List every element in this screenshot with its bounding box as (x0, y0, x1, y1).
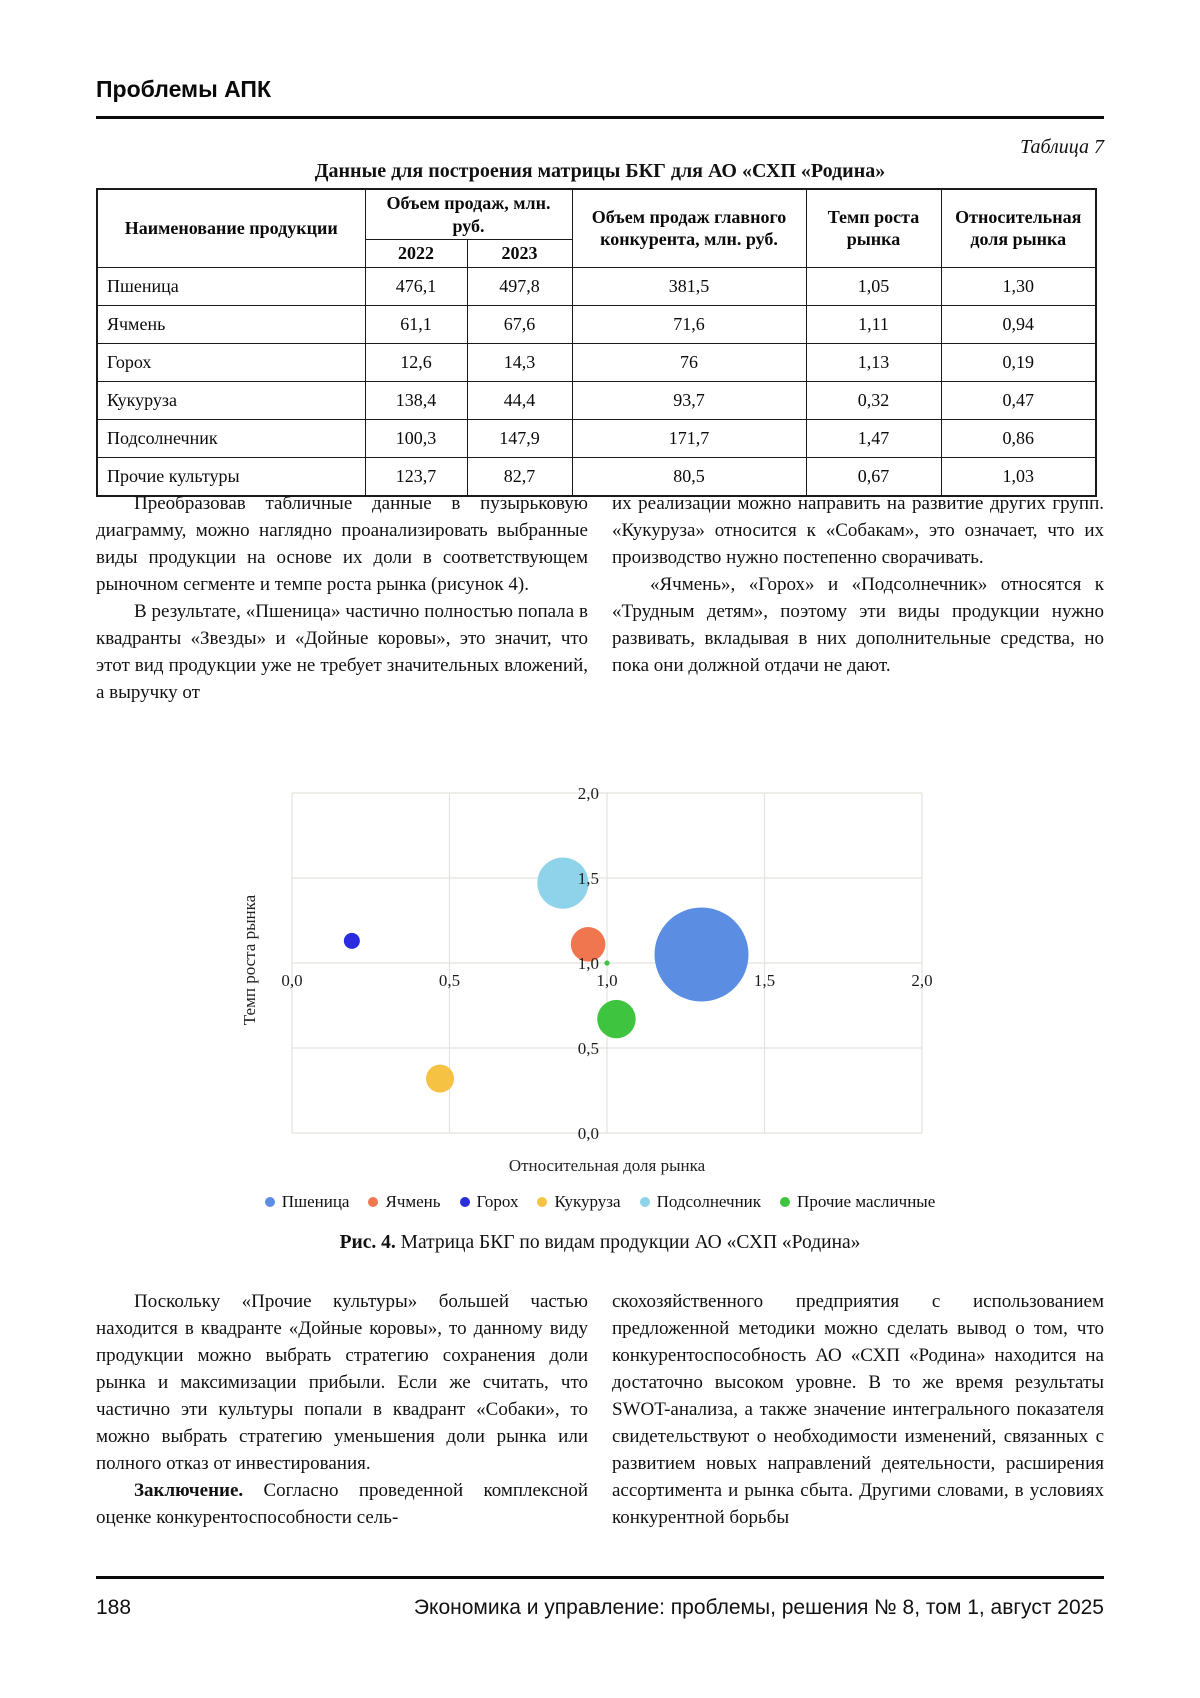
text-column-right-lower (612, 1288, 1104, 1531)
cell-2022: 12,6 (365, 343, 467, 381)
legend-dot-icon (537, 1197, 547, 1207)
paragraph: В результате, «Пшеница» частично полностью попала в квадранты «Звезды» и «Дойные коровы», это значит, что этот вид продукции уже не требует значительных вложений, а выручку от (96, 601, 588, 703)
cell-2022: 100,3 (365, 419, 467, 457)
x-tick-label: 0,0 (281, 971, 303, 990)
col-header-2023: 2023 (467, 240, 572, 268)
legend-item (640, 1192, 761, 1212)
bcg-data-table (96, 188, 1097, 497)
y-tick-label: 0,0 (577, 1124, 599, 1143)
cell-2023: 497,8 (467, 267, 572, 305)
cell-2023: 147,9 (467, 419, 572, 457)
bcg-matrix-chart (0, 720, 1200, 1190)
cell-2022: 61,1 (365, 305, 467, 343)
cell-name: Горох (97, 343, 365, 381)
conclusion-lead: Заключение. (134, 1480, 244, 1501)
cell-growth: 1,11 (806, 305, 941, 343)
cell-growth: 1,13 (806, 343, 941, 381)
x-tick-label: 1,5 (753, 971, 776, 990)
col-header-competitor: Объем продаж главного конкурента, млн. руб. (572, 189, 806, 267)
table-row (97, 381, 1096, 419)
figure-caption (96, 1232, 1104, 1254)
cell-competitor: 171,7 (572, 419, 806, 457)
journal-line: Экономика и управление: проблемы, решения № 8, том 1, август 2025 (413, 1596, 1104, 1619)
cell-2023: 44,4 (467, 381, 572, 419)
cell-name: Прочие культуры (97, 457, 365, 496)
conclusion-rest: Согласно проведенной комплексной оценке конкурентоспособности сель- (96, 1480, 588, 1528)
bubble-Прочие масличные (597, 1000, 635, 1038)
cell-share: 0,47 (941, 381, 1096, 419)
legend-label: Подсолнечник (656, 1192, 762, 1211)
text-column-left-upper (96, 490, 588, 706)
paragraph: Поскольку «Прочие культуры» большей частью находится в квадранте «Дойные коровы», то данному виду продукции можно выбрать стратегию сохранения доли рынка и максимизации прибыли. Если же считать, что частично эти культуры попали в квадрант «Собаки», то можно выбрать стратегию уменьшения доли рынка или полного отказ от инвестирования. (96, 1291, 588, 1474)
table-row (97, 343, 1096, 381)
table-header-row-1 (97, 189, 1096, 240)
legend-label: Прочие масличные (797, 1192, 936, 1211)
legend-dot-icon (780, 1197, 790, 1207)
cell-2023: 14,3 (467, 343, 572, 381)
cell-competitor: 93,7 (572, 381, 806, 419)
bubble-Кукуруза (426, 1065, 454, 1093)
page-number: 188 (96, 1596, 132, 1619)
paragraph: Преобразовав табличные данные в пузырьковую диаграмму, можно наглядно проанализировать выбранные виды продукции на основе их доли в соответствующем рыночном сегменте и темпе роста рынка (рисунок 4). (96, 493, 588, 595)
table-reference: Таблица 7 (1020, 136, 1104, 158)
cell-growth: 1,47 (806, 419, 941, 457)
col-header-2022: 2022 (365, 240, 467, 268)
bubble-Прочие масличные (604, 960, 609, 965)
table-row (97, 305, 1096, 343)
cell-growth: 1,05 (806, 267, 941, 305)
cell-name: Кукуруза (97, 381, 365, 419)
x-tick-label: 2,0 (911, 971, 933, 990)
col-header-name: Наименование продукции (97, 189, 365, 267)
legend-label: Ячмень (385, 1192, 441, 1211)
cell-competitor: 381,5 (572, 267, 806, 305)
cell-growth: 0,32 (806, 381, 941, 419)
legend-dot-icon (460, 1197, 470, 1207)
cell-share: 0,86 (941, 419, 1096, 457)
legend-label: Пшеница (281, 1192, 350, 1211)
cell-2022: 138,4 (365, 381, 467, 419)
chart-legend (96, 1192, 1104, 1212)
y-tick-label: 2,0 (577, 784, 599, 803)
cell-share: 0,94 (941, 305, 1096, 343)
table-row (97, 419, 1096, 457)
x-axis-title: Относительная доля рынка (508, 1156, 706, 1175)
header-rule (96, 116, 1104, 119)
col-header-sales-group: Объем продаж, млн. руб. (365, 189, 572, 240)
cell-2022: 476,1 (365, 267, 467, 305)
col-header-share: Относительная доля рынка (941, 189, 1096, 267)
cell-name: Пшеница (97, 267, 365, 305)
cell-2023: 82,7 (467, 457, 572, 496)
paragraph: «Ячмень», «Горох» и «Подсолнечник» относятся к «Трудным детям», поэтому эти виды продукции нужно развивать, вкладывая в них дополнительные средства, но пока они должной отдачи не дают. (612, 574, 1104, 676)
figure-caption-text: Матрица БКГ по видам продукции АО «СХП «Родина» (395, 1232, 861, 1253)
cell-competitor: 71,6 (572, 305, 806, 343)
legend-label: Кукуруза (554, 1192, 621, 1211)
text-column-right-upper (612, 490, 1104, 679)
paragraph (96, 1477, 588, 1531)
legend-item (460, 1192, 519, 1212)
cell-share: 1,03 (941, 457, 1096, 496)
legend-item (368, 1192, 440, 1212)
col-header-growth: Темп роста рынка (806, 189, 941, 267)
table-title: Данные для построения матрицы БКГ для АО «СХП «Родина» (314, 160, 886, 182)
cell-competitor: 80,5 (572, 457, 806, 496)
cell-share: 1,30 (941, 267, 1096, 305)
legend-dot-icon (368, 1197, 378, 1207)
bcg-data-table-wrap (96, 188, 1097, 497)
bubble-Горох (344, 933, 360, 949)
legend-label: Горох (476, 1192, 519, 1211)
y-tick-label: 0,5 (577, 1039, 599, 1058)
running-head: Проблемы АПК (96, 76, 271, 102)
y-axis-title: Темп роста рынка (240, 894, 259, 1026)
cell-2022: 123,7 (365, 457, 467, 496)
y-tick-label: 1,5 (577, 869, 599, 888)
y-tick-label: 1,0 (577, 954, 599, 973)
paragraph: скохозяйственного предприятия с использованием предложенной методики можно сделать вывод о том, что конкурентоспособность АО «СХП «Родина» находится на достаточно высоком уровне. В то же время результаты SWOT-анализа, а также значение интегрального показателя свидетельствуют о необходимости изменений, связанных с развитием новых направлений деятельности, расширения ассортимента и рынка сбыта. Другими словами, в условиях конкурентной борьбы (612, 1291, 1104, 1528)
bubble-Пшеница (655, 908, 749, 1002)
cell-name: Ячмень (97, 305, 365, 343)
x-tick-label: 0,5 (438, 971, 461, 990)
legend-dot-icon (265, 1197, 275, 1207)
figure-caption-label: Рис. 4. (339, 1232, 396, 1253)
paragraph: их реализации можно направить на развитие других групп. «Кукуруза» относится к «Собакам», это означает, что их производство нужно постепенно сворачивать. (612, 493, 1104, 568)
x-tick-label: 1,0 (596, 971, 618, 990)
footer-rule (96, 1576, 1104, 1579)
table-row (97, 267, 1096, 305)
text-column-left-lower (96, 1288, 588, 1531)
cell-competitor: 76 (572, 343, 806, 381)
cell-growth: 0,67 (806, 457, 941, 496)
legend-item (265, 1192, 350, 1212)
legend-dot-icon (640, 1197, 650, 1207)
legend-item (780, 1192, 935, 1212)
cell-2023: 67,6 (467, 305, 572, 343)
legend-item (537, 1192, 620, 1212)
cell-name: Подсолнечник (97, 419, 365, 457)
cell-share: 0,19 (941, 343, 1096, 381)
